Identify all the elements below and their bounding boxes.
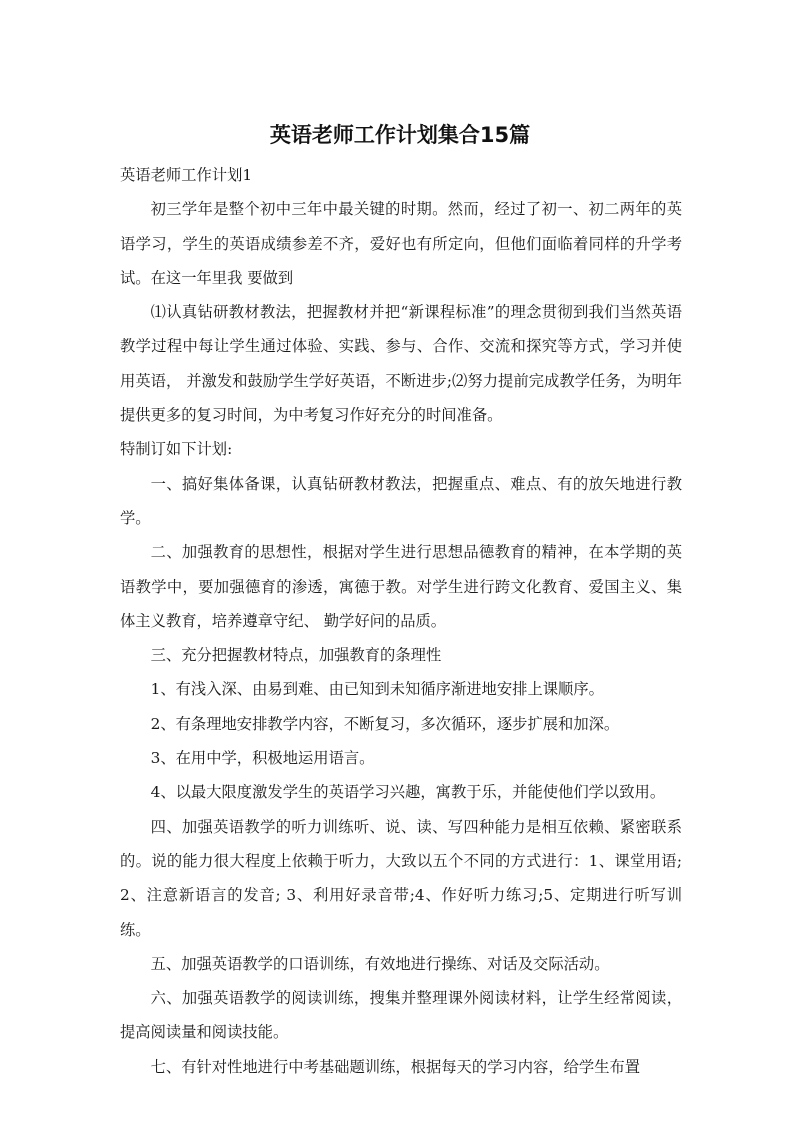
paragraph-subitem-2: 2、有条理地安排教学内容，不断复习，多次循环，逐步扩展和加深。: [150, 714, 620, 733]
paragraph-item-3: 三、充分把握教材特点，加强教育的条理性: [150, 646, 442, 665]
paragraph-subitem-1: 1、有浅入深、由易到难、由已知到未知循序渐进地安排上课顺序。: [150, 680, 604, 699]
document-title: 英语老师工作计划集合15篇: [269, 123, 531, 147]
paragraph-item-6: 六、加强英语教学的阅读训练，搜集并整理课外阅读材料，让学生经常阅读，提高阅读量和阅读技能。: [120, 989, 682, 1042]
paragraph-item-4: 四、加强英语教学的听力训练听、说、读、写四种能力是相互依赖、紧密联系的。说的能力很大程度上依赖于听力，大致以五个不同的方式进行：1、课堂用语;2、注意新语言的发音; 3、利用好录音带;4、作好听力练习;5、定期进行听写训练。: [120, 817, 682, 939]
paragraph-item-1: 一、搞好集体备课，认真钻研教材教法，把握重点、难点、有的放矢地进行教学。: [120, 474, 682, 527]
document-body: [120, 158, 682, 1084]
paragraph-item-2: 二、加强教育的思想性，根据对学生进行思想品德教育的精神，在本学期的英语教学中，要加强德育的渗透，寓德于教。对学生进行跨文化教育、爱国主义、集体主义教育，培养遵章守纪、 勤学好问的品质。: [120, 543, 682, 630]
paragraph-plan-lead: 特制订如下计划:: [120, 440, 233, 459]
paragraph-item-7: 七、有针对性地进行中考基础题训练，根据每天的学习内容，给学生布置: [150, 1057, 641, 1076]
section-heading: 英语老师工作计划1: [120, 166, 253, 184]
paragraph-item-5: 五、加强英语教学的口语训练，有效地进行操练、对话及交际活动。: [150, 954, 610, 973]
paragraph-intro: 初三学年是整个初中三年中最关键的时期。然而，经过了初一、初二两年的英语学习，学生的英语成绩参差不齐，爱好也有所定向，但他们面临着同样的升学考试。在这一年里我 要做到: [120, 200, 682, 287]
paragraph-subitem-4: 4、以最大限度激发学生的英语学习兴趣，寓教于乐，并能使他们学以致用。: [150, 783, 666, 802]
paragraph-subitem-3: 3、在用中学，积极地运用语言。: [150, 749, 375, 768]
paragraph-goals: ⑴认真钻研教材教法，把握教材并把“新课程标准”的理念贯彻到我们当然英语教学过程中每让学生通过体验、实践、参与、合作、交流和探究等方式，学习并使用英语， 并激发和鼓励学生学好英语，不断进步;⑵努力提前完成教学任务，为明年提供更多的复习时间，为中考复习作好充分的时间准备。: [120, 303, 682, 425]
